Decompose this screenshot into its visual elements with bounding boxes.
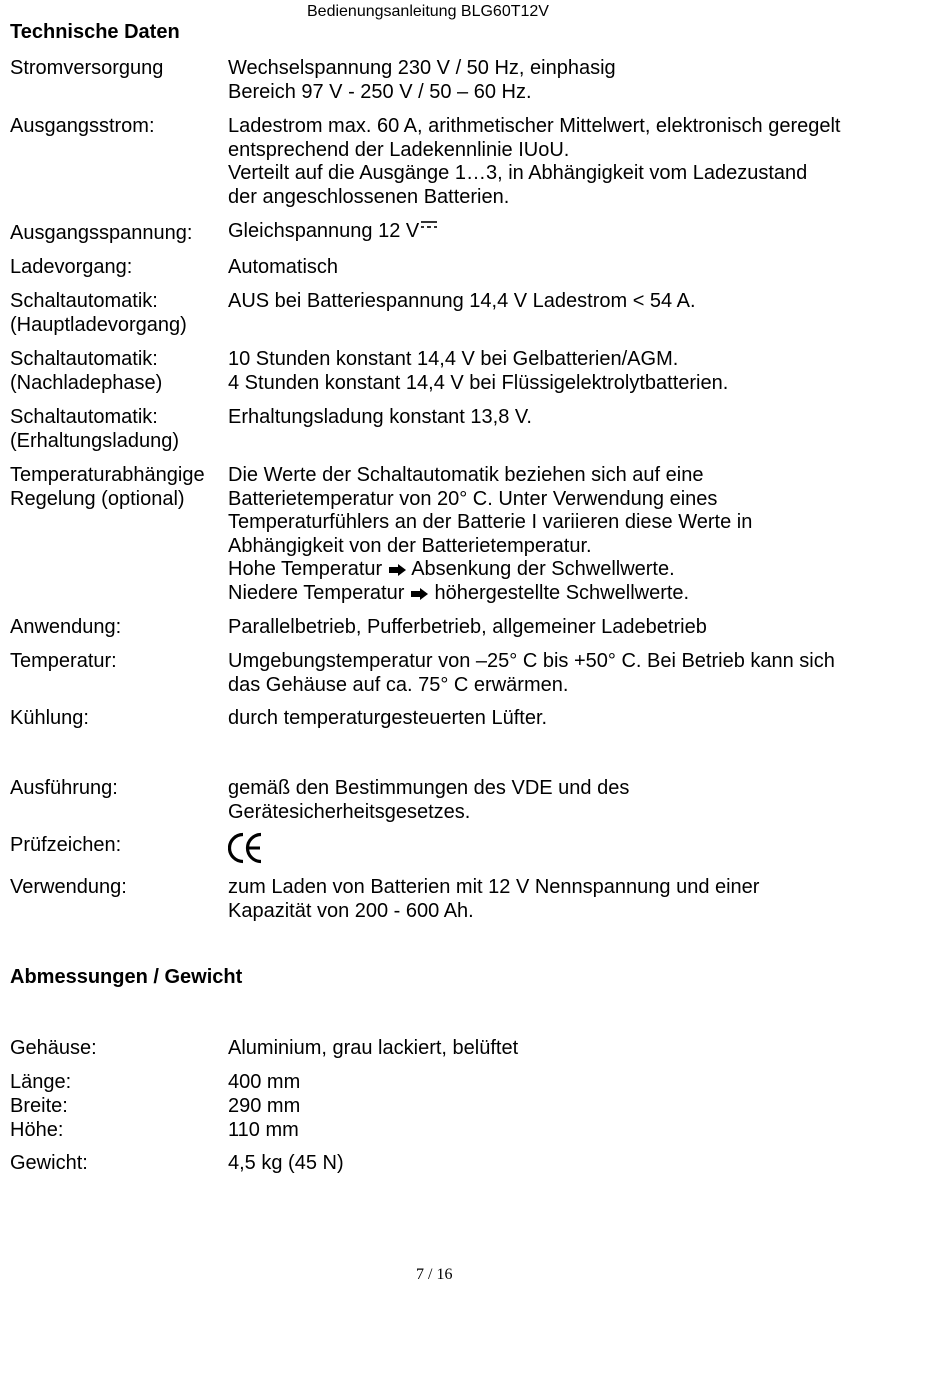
value-temperature-line: Umgebungstemperatur von –25° C bis +50° C. Bei Betrieb kann sich: [228, 650, 835, 672]
label-height: Höhe:: [10, 1119, 64, 1141]
label-output-voltage: Ausgangsspannung:: [10, 222, 193, 244]
value-housing: Aluminium, grau lackiert, belüftet: [228, 1037, 519, 1059]
dc-voltage-icon: [420, 219, 438, 233]
value-width: 290 mm: [228, 1095, 301, 1117]
value-output-voltage-text: Gleichspannung 12 V: [228, 220, 420, 242]
value-application: Parallelbetrieb, Pufferbetrieb, allgemeiner Ladebetrieb: [228, 616, 707, 638]
value-temperature-regulation-line: Batterietemperatur von 20° C. Unter Verwendung eines: [228, 488, 718, 510]
value-low-temperature: [228, 581, 689, 605]
label-auto-switch: Schaltautomatik:: [10, 348, 158, 370]
value-output-current-line: der angeschlossenen Batterien.: [228, 186, 510, 208]
value-temperature-regulation-line: Abhängigkeit von der Batterietemperatur.: [228, 535, 592, 557]
label-temperature: Temperatur:: [10, 650, 117, 672]
label-usage: Verwendung:: [10, 876, 127, 898]
label-temperature-regulation-sub: Regelung (optional): [10, 488, 185, 510]
value-temperature-regulation-line: Temperaturfühlers an der Batterie I variieren diese Werte in: [228, 511, 753, 533]
value-output-current-line: Verteilt auf die Ausgänge 1…3, in Abhängigkeit vom Ladezustand: [228, 162, 808, 184]
label-width: Breite:: [10, 1095, 68, 1117]
value-usage-line: zum Laden von Batterien mit 12 V Nennspannung und einer: [228, 876, 760, 898]
value-temperature-regulation-line: Die Werte der Schaltautomatik beziehen sich auf eine: [228, 464, 704, 486]
value-output-voltage: [228, 219, 438, 243]
value-design-line: gemäß den Bestimmungen des VDE und des: [228, 777, 630, 799]
value-recharge-phase-line: 4 Stunden konstant 14,4 V bei Flüssigelektrolytbatterien.: [228, 372, 729, 394]
label-auto-switch-sub: (Erhaltungsladung): [10, 430, 179, 452]
page-number: 7 / 16: [416, 1266, 453, 1283]
lowering-thresholds-text: Absenkung der Schwellwerte.: [411, 558, 675, 580]
label-auto-switch: Schaltautomatik:: [10, 406, 158, 428]
label-temperature-regulation: Temperaturabhängige: [10, 464, 205, 486]
value-design-line: Gerätesicherheitsgesetzes.: [228, 801, 471, 823]
label-test-mark: Prüfzeichen:: [10, 834, 122, 856]
value-usage-line: Kapazität von 200 - 600 Ah.: [228, 900, 474, 922]
value-temperature-line: das Gehäuse auf ca. 75° C erwärmen.: [228, 674, 569, 696]
label-auto-switch-sub: (Hauptladevorgang): [10, 314, 187, 336]
value-output-current-line: entsprechend der Ladekennlinie IUoU.: [228, 139, 570, 161]
value-recharge-phase-line: 10 Stunden konstant 14,4 V bei Gelbatterien/AGM.: [228, 348, 679, 370]
label-design: Ausführung:: [10, 777, 118, 799]
value-charging-process: Automatisch: [228, 256, 339, 278]
value-weight: 4,5 kg (45 N): [228, 1152, 344, 1174]
value-main-charging: AUS bei Batteriespannung 14,4 V Ladestrom < 54 A.: [228, 290, 696, 312]
low-temperature-text: Niedere Temperatur: [228, 582, 405, 604]
label-cooling: Kühlung:: [10, 707, 89, 729]
value-output-current-line: Ladestrom max. 60 A, arithmetischer Mittelwert, elektronisch geregelt: [228, 115, 841, 137]
section-title-dimensions-weight: Abmessungen / Gewicht: [10, 966, 243, 988]
value-high-temperature: [228, 557, 675, 581]
value-cooling: durch temperaturgesteuerten Lüfter.: [228, 707, 548, 729]
high-temperature-text: Hohe Temperatur: [228, 558, 383, 580]
raised-thresholds-text: höhergestellte Schwellwerte.: [434, 582, 690, 604]
label-auto-switch-sub: (Nachladephase): [10, 372, 163, 394]
value-height: 110 mm: [228, 1119, 299, 1141]
value-power-supply-line: Bereich 97 V - 250 V / 50 – 60 Hz.: [228, 81, 532, 103]
document-header: Bedienungsanleitung BLG60T12V: [307, 3, 549, 20]
label-housing: Gehäuse:: [10, 1037, 97, 1059]
arrow-right-icon: [411, 588, 428, 600]
label-power-supply: Stromversorgung: [10, 57, 164, 79]
label-weight: Gewicht:: [10, 1152, 88, 1174]
label-auto-switch: Schaltautomatik:: [10, 290, 158, 312]
value-power-supply-line: Wechselspannung 230 V / 50 Hz, einphasig: [228, 57, 616, 79]
arrow-right-icon: [389, 564, 406, 576]
label-charging-process: Ladevorgang:: [10, 256, 133, 278]
value-length: 400 mm: [228, 1071, 301, 1093]
value-trickle-charge: Erhaltungsladung konstant 13,8 V.: [228, 406, 532, 428]
section-title-technical-data: Technische Daten: [10, 21, 180, 43]
label-output-current: Ausgangsstrom:: [10, 115, 155, 137]
ce-mark-icon: [228, 832, 264, 864]
label-application: Anwendung:: [10, 616, 122, 638]
label-length: Länge:: [10, 1071, 72, 1093]
